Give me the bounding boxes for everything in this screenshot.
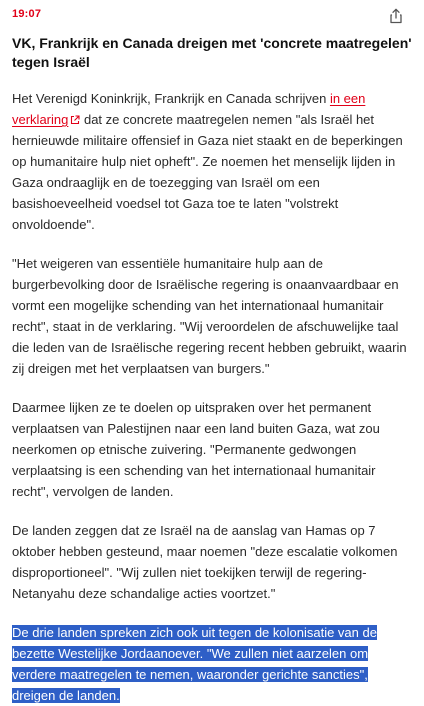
external-link-icon [70, 115, 80, 125]
share-icon[interactable] [388, 8, 404, 24]
paragraph-4: De landen zeggen dat ze Israël na de aanslag van Hamas op 7 oktober hebben gesteund, maar noemen "deze escalatie volkomen disproportioneel". "Wij zullen niet toekijken terwijl de regering-Netanyahu deze schandalige acties voortzet." [12, 523, 398, 601]
article-headline: VK, Frankrijk en Canada dreigen met 'concrete maatregelen' tegen Israël [12, 35, 412, 70]
paragraph-1 [12, 88, 412, 235]
paragraph-5-selected [12, 622, 412, 706]
selected-text: De drie landen spreken zich ook uit tegen de kolonisatie van de bezette Westelijke Jordaanoever. "We zullen niet aarzelen om verdere maatregelen te nemen, waaronder gerichte sancties", dreigen de landen. [12, 625, 377, 703]
paragraph-1-text-start: Het Verenigd Koninkrijk, Frankrijk en Canada schrijven [12, 91, 330, 106]
paragraph-2: "Het weigeren van essentiële humanitaire hulp aan de burgerbevolking door de Israëlische regering is onaanvaardbaar en vormt een mogelijke schending van het internationaal humanitair recht", staat in de verklaring. "Wij veroordelen de afschuwelijke taal die leden van de Israëlische regering recent hebben gebruikt, waarin zij dreigen met het verplaatsen van burgers." [12, 256, 407, 376]
timestamp: 19:07 [12, 8, 42, 20]
paragraph-3: Daarmee lijken ze te doelen op uitspraken over het permanent verplaatsen van Palestijnen naar een land buiten Gaza, wat zou neerkomen op etnische zuivering. "Permanente gedwongen verplaatsing is een schending van het internationaal humanitair recht", vervolgen de landen. [12, 400, 380, 499]
paragraph-1-text-end: dat ze concrete maatregelen nemen "als Israël het hernieuwde militaire offensief in Gaza niet staakt en de beperkingen op humanitaire hulp niet opheft". Ze noemen het menselijk lijden in Gaza ondraaglijk en de toezegging van Israël om een basishoeveelheid voedsel tot Gaza toe te laten "volstrekt onvoldoende". [12, 112, 403, 232]
article-header [12, 0, 412, 34]
verklaring-link-label: in een verklaring [12, 91, 366, 127]
